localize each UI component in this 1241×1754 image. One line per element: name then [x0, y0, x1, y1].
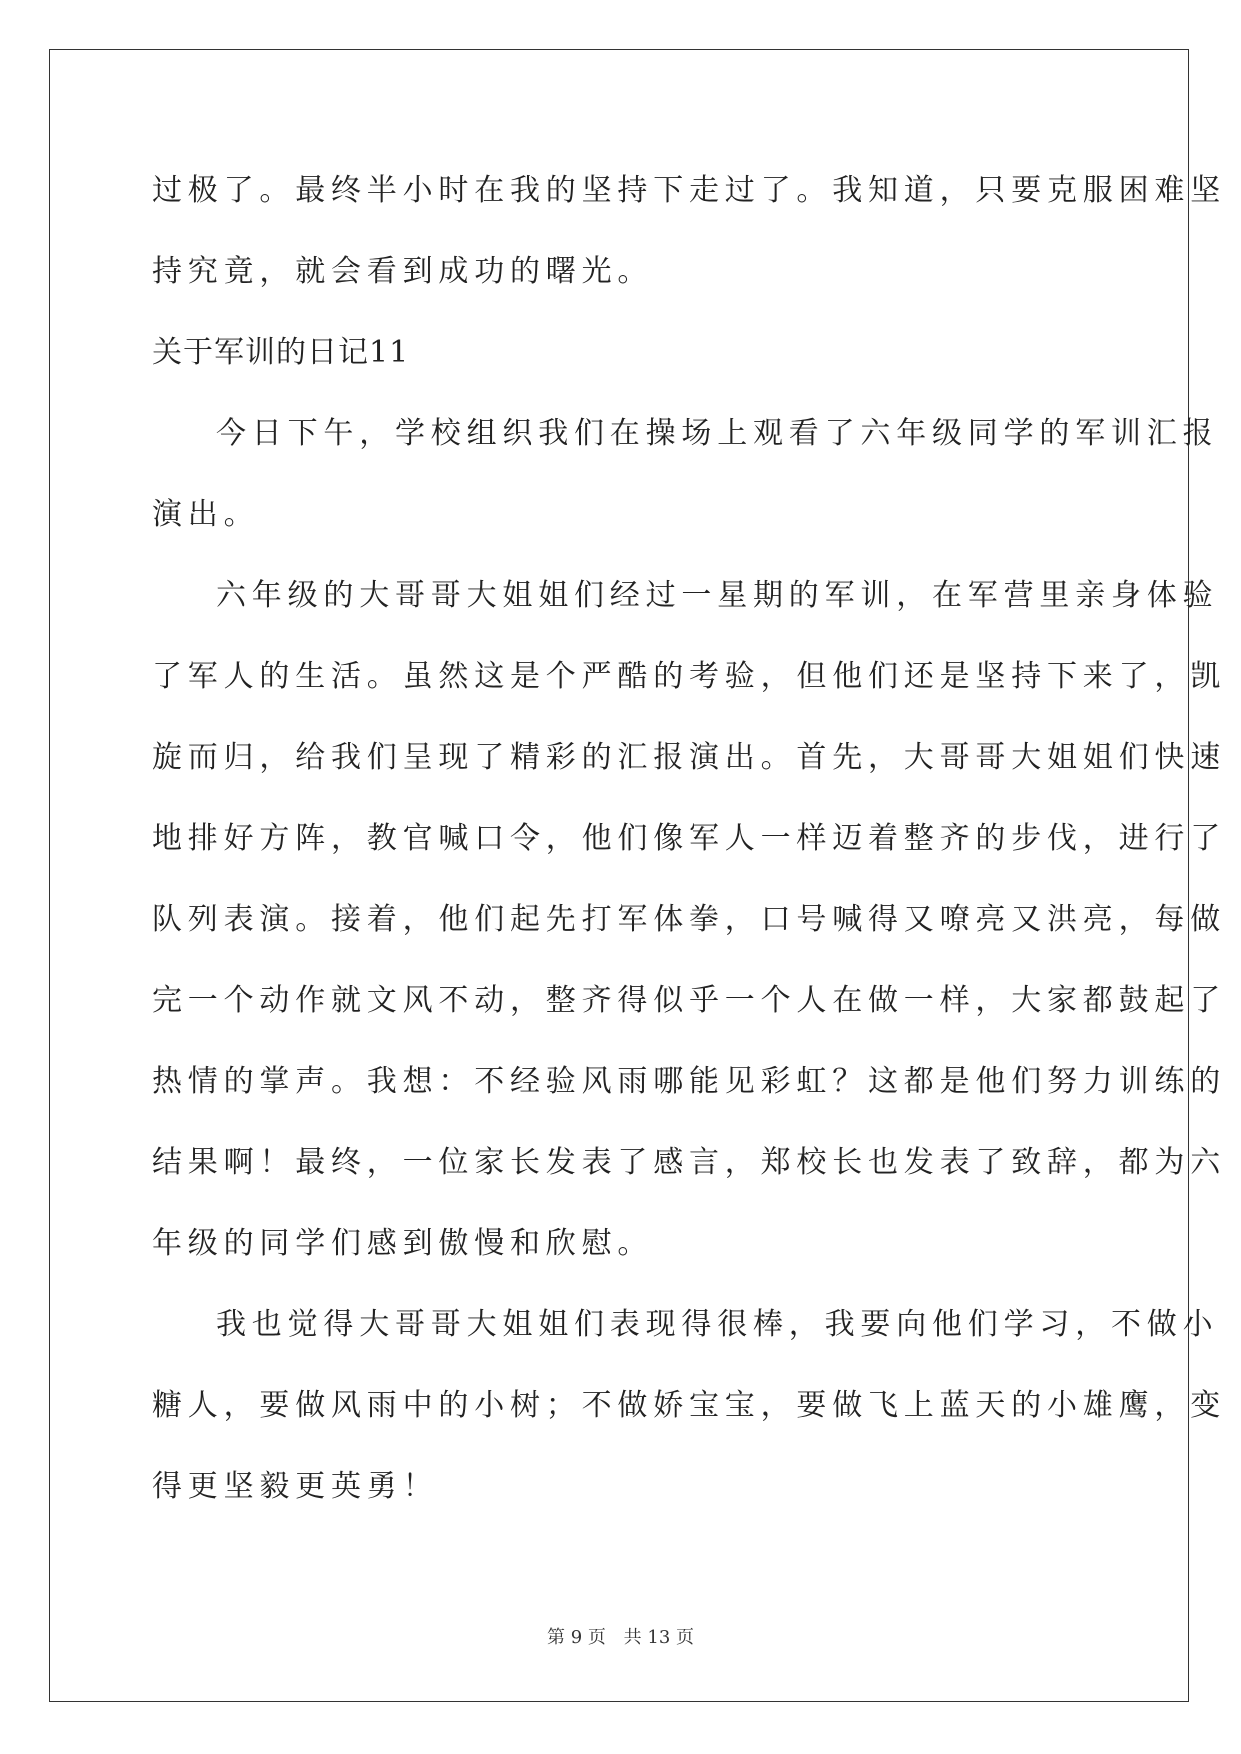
text-line: 完一个动作就文风不动，整齐得似乎一个人在做一样，大家都鼓起了 [152, 983, 1226, 1018]
section-heading: 关于军训的日记11 [152, 335, 410, 370]
text-line: 过极了。最终半小时在我的坚持下走过了。我知道，只要克服困难坚 [152, 173, 1226, 208]
text-line: 演出。 [152, 497, 260, 532]
page-footer [0, 1623, 1241, 1649]
text-line: 队列表演。接着，他们起先打军体拳，口号喊得又嘹亮又洪亮，每做 [152, 902, 1226, 937]
text-line: 年级的同学们感到傲慢和欣慰。 [152, 1226, 654, 1261]
text-line: 地排好方阵，教官喊口令，他们像军人一样迈着整齐的步伐，进行了 [152, 821, 1226, 856]
text-line: 我也觉得大哥哥大姐姐们表现得很棒，我要向他们学习，不做小 [216, 1307, 1219, 1342]
text-line: 今日下午，学校组织我们在操场上观看了六年级同学的军训汇报 [216, 416, 1219, 451]
text-line: 旋而归，给我们呈现了精彩的汇报演出。首先，大哥哥大姐姐们快速 [152, 740, 1226, 775]
text-line: 得更坚毅更英勇！ [152, 1469, 439, 1504]
text-line: 糖人，要做风雨中的小树；不做娇宝宝，要做飞上蓝天的小雄鹰，变 [152, 1388, 1226, 1423]
page-total: 共 13 页 [623, 1627, 694, 1648]
text-line: 结果啊！最终，一位家长发表了感言，郑校长也发表了致辞，都为六 [152, 1145, 1226, 1180]
text-line: 了军人的生活。虽然这是个严酷的考验，但他们还是坚持下来了，凯 [152, 659, 1226, 694]
text-line: 六年级的大哥哥大姐姐们经过一星期的军训，在军营里亲身体验 [216, 578, 1219, 613]
text-line: 持究竟，就会看到成功的曙光。 [152, 254, 654, 289]
text-line: 热情的掌声。我想：不经验风雨哪能见彩虹？这都是他们努力训练的 [152, 1064, 1226, 1099]
document-body [152, 150, 1226, 1527]
page-number: 第 9 页 [547, 1627, 606, 1648]
